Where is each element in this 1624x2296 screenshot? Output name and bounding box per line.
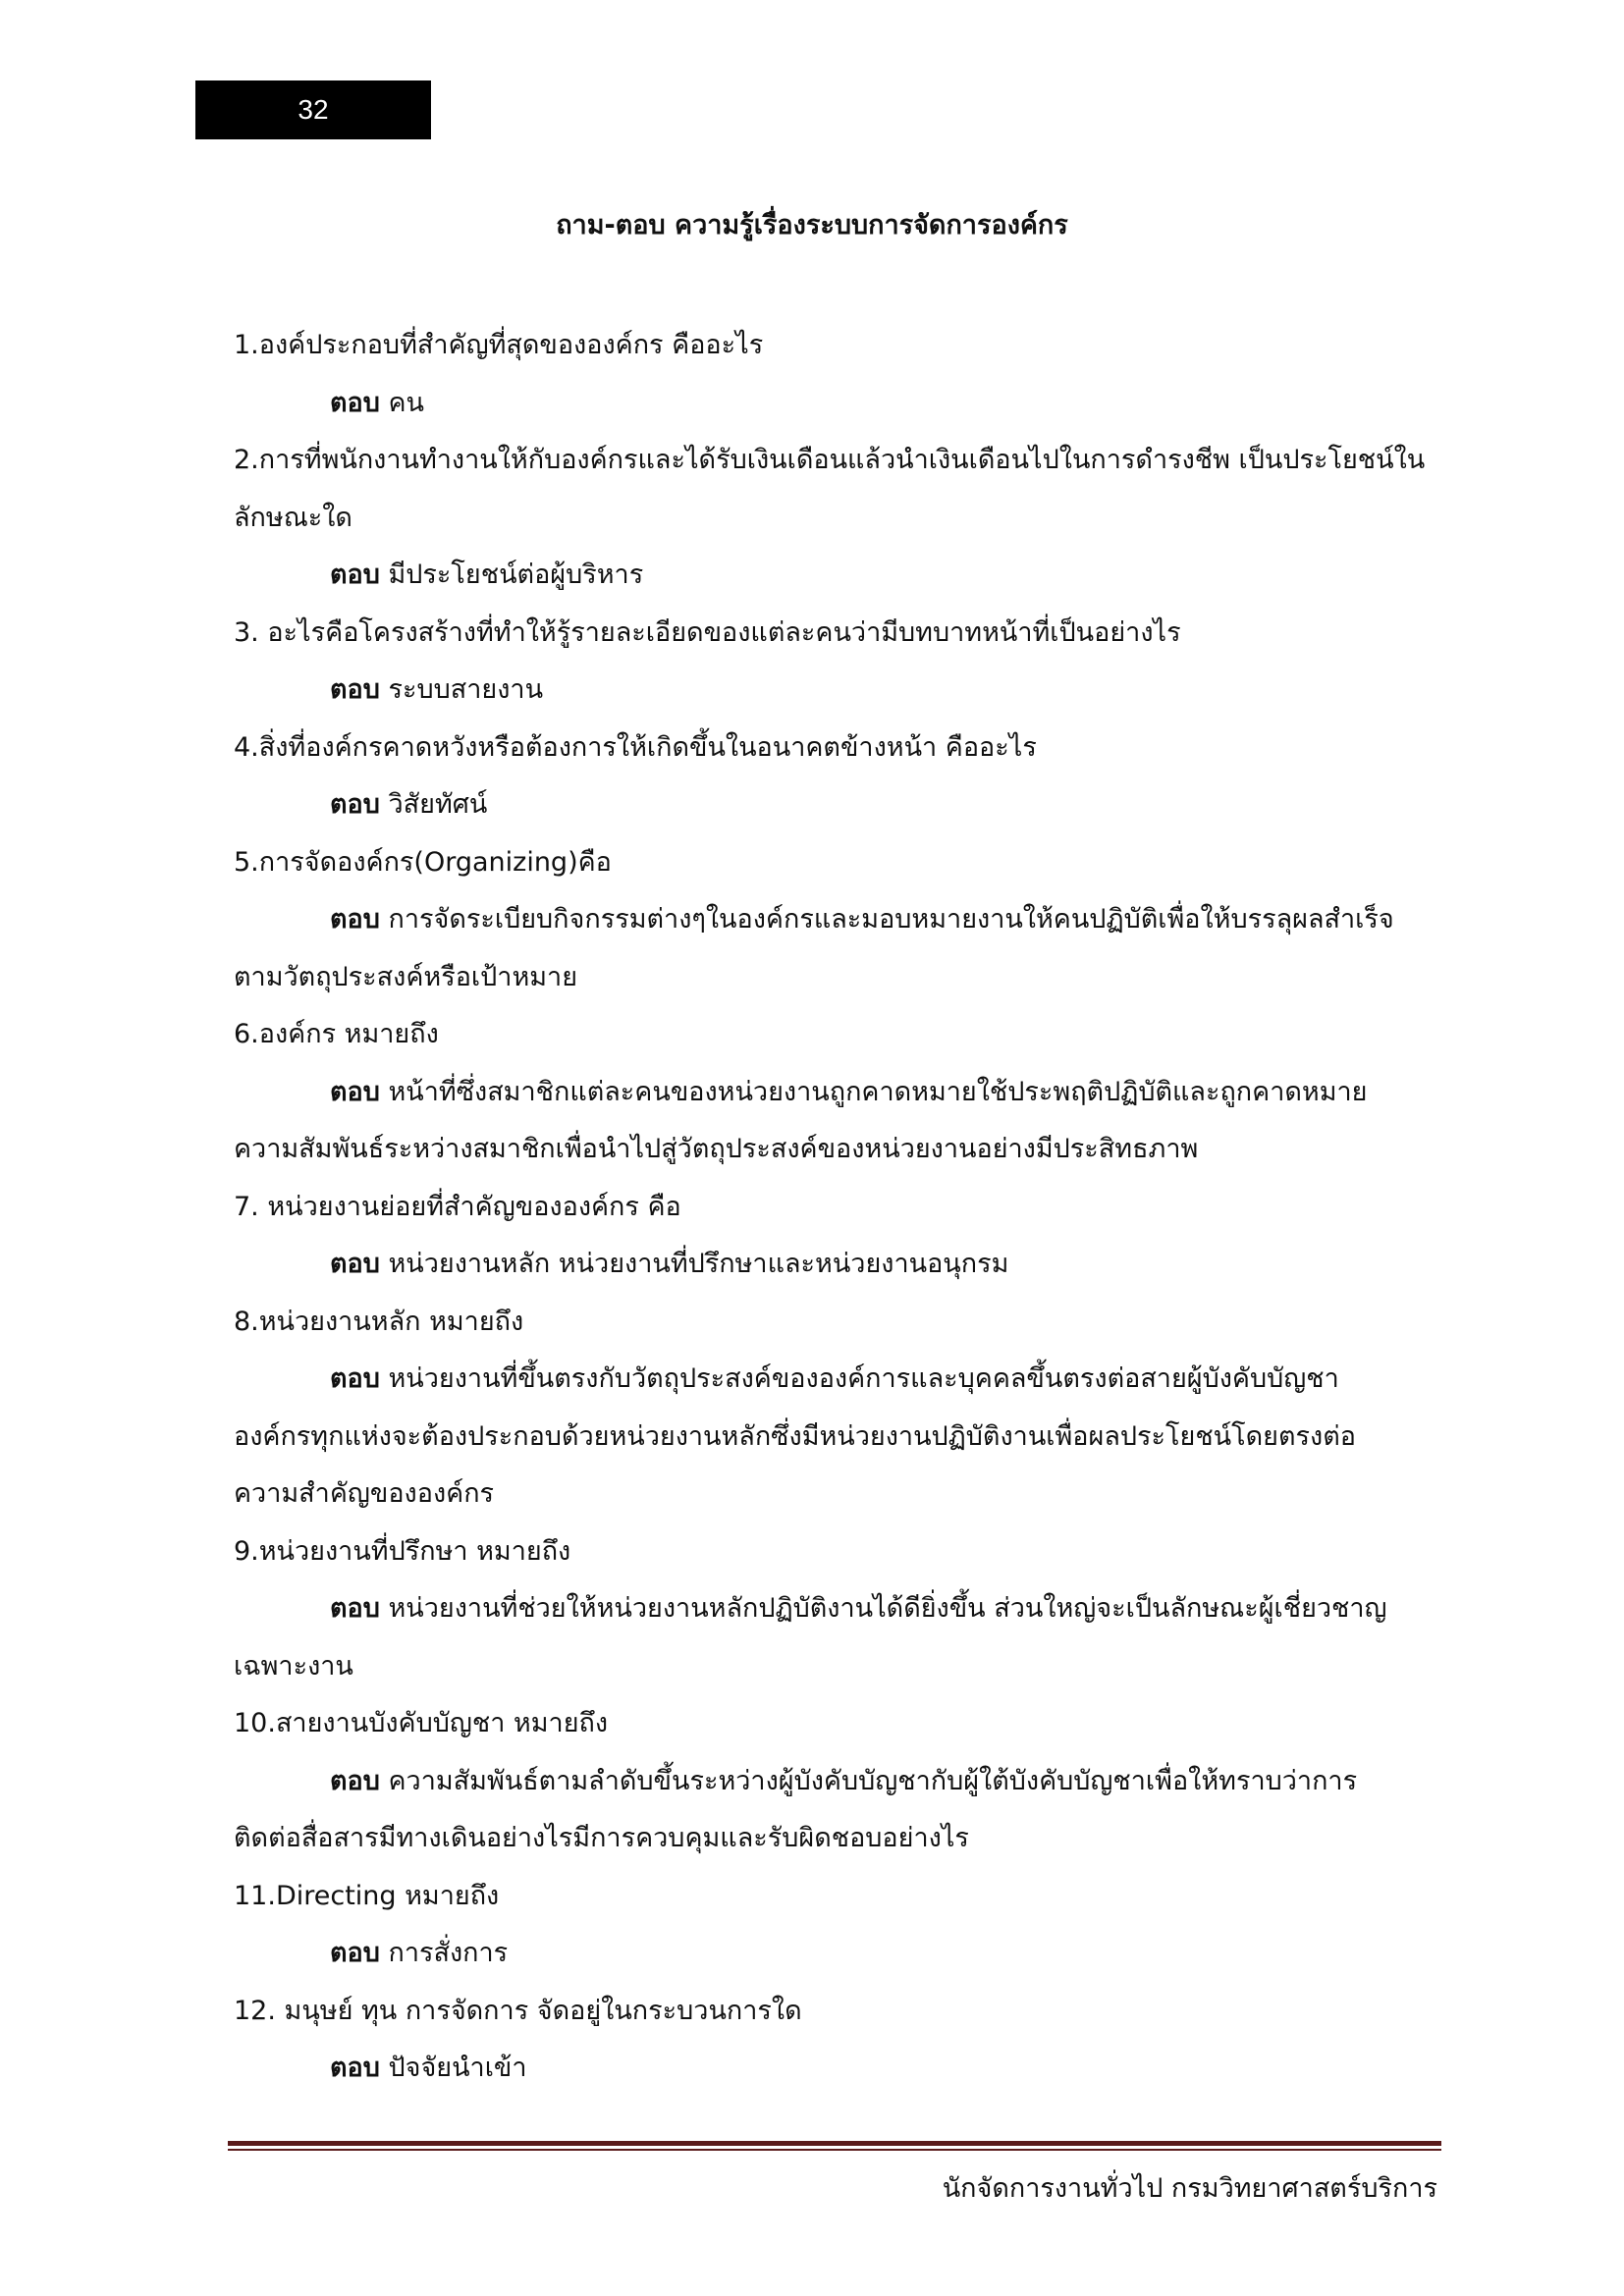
answer-label: ตอบ (330, 1076, 380, 1107)
question-line: 5.การจัดองค์กร(Organizing)คือ (234, 846, 612, 878)
question-line: ลักษณะใด (234, 502, 352, 533)
question-line: 8.หน่วยงานหลัก หมายถึง (234, 1306, 524, 1337)
answer-text: หน่วยงานที่ช่วยให้หน่วยงานหลักปฏิบัติงานได้ดียิ่งขึ้น ส่วนใหญ่จะเป็นลักษณะผู้เชี่ยวชาญ (388, 1593, 1387, 1624)
answer-line (234, 2040, 1451, 2098)
question-line: 9.หน่วยงานที่ปรึกษา หมายถึง (234, 1535, 571, 1567)
question-line: 12. มนุษย์ ทุน การจัดการ จัดอยู่ในกระบวนการใด (234, 1995, 802, 2026)
answer-text: วิสัยทัศน์ (388, 789, 488, 820)
answer-continuation: เฉพาะงาน (234, 1650, 353, 1682)
answer-text: หน่วยงานที่ขึ้นตรงกับวัตถุประสงค์ขององค์การและบุคคลขึ้นตรงต่อสายผู้บังคับบัญชา (388, 1363, 1339, 1394)
footer-rule-thin (228, 2149, 1441, 2151)
answer-label: ตอบ (330, 1938, 380, 1968)
answer-text: ความสัมพันธ์ตามลำดับขึ้นระหว่างผู้บังคับบัญชากับผู้ใต้บังคับบัญชาเพื่อให้ทราบว่าการ (388, 1765, 1358, 1796)
answer-continuation: ติดต่อสื่อสารมีทางเดินอย่างไรมีการควบคุมและรับผิดชอบอย่างไร (234, 1823, 969, 1853)
question-line: 10.สายงานบังคับบัญชา หมายถึง (234, 1708, 609, 1738)
answer-continuation: ความสำคัญขององค์กร (234, 1478, 495, 1509)
answer-line (234, 1925, 1451, 1983)
answer-line (234, 776, 1451, 834)
answer-label: ตอบ (330, 1765, 380, 1796)
answer-line (234, 1064, 1451, 1122)
question-line: 11.Directing หมายถึง (234, 1880, 500, 1911)
answer-text: มีประโยชน์ต่อผู้บริหาร (388, 560, 644, 590)
question-line: 1.องค์ประกอบที่สำคัญที่สุดขององค์กร คืออะไร (234, 330, 764, 360)
page-number: 32 (195, 80, 431, 139)
qa-list (234, 317, 1451, 2098)
answer-label: ตอบ (330, 674, 380, 705)
answer-label: ตอบ (330, 789, 380, 820)
footer-text: นักจัดการงานทั่วไป กรมวิทยาศาสตร์บริการ (942, 2173, 1437, 2204)
answer-text: หน้าที่ซึ่งสมาชิกแต่ละคนของหน่วยงานถูกคาดหมายใช้ประพฤติปฏิบัติและถูกคาดหมาย (388, 1076, 1368, 1107)
answer-continuation: ตามวัตถุประสงค์หรือเป้าหมาย (234, 961, 578, 992)
answer-text: การสั่งการ (388, 1938, 509, 1968)
answer-continuation: องค์กรทุกแห่งจะต้องประกอบด้วยหน่วยงานหลักซึ่งมีหน่วยงานปฏิบัติงานเพื่อผลประโยชน์โดยตรงต่อ (234, 1420, 1356, 1452)
question-line: 6.องค์กร หมายถึง (234, 1019, 439, 1049)
answer-line (234, 547, 1451, 605)
answer-line (234, 1236, 1451, 1294)
answer-label: ตอบ (330, 904, 380, 934)
answer-label: ตอบ (330, 560, 380, 590)
question-line: 7. หน่วยงานย่อยที่สำคัญขององค์กร คือ (234, 1191, 681, 1222)
document-title: ถาม-ตอบ ความรู้เรื่องระบบการจัดการองค์กร (556, 210, 1068, 240)
answer-line (234, 1580, 1451, 1638)
answer-label: ตอบ (330, 1249, 380, 1279)
answer-label: ตอบ (330, 387, 380, 418)
question-line: 4.สิ่งที่องค์กรคาดหวังหรือต้องการให้เกิดขึ้นในอนาคตข้างหน้า คืออะไร (234, 731, 1037, 763)
answer-text: การจัดระเบียบกิจกรรมต่างๆในองค์กรและมอบหมายงานให้คนปฏิบัติเพื่อให้บรรลุผลสำเร็จ (388, 904, 1394, 934)
answer-line (234, 662, 1451, 720)
answer-line (234, 1351, 1451, 1409)
answer-label: ตอบ (330, 1593, 380, 1624)
answer-line (234, 1753, 1451, 1811)
answer-label: ตอบ (330, 2053, 380, 2083)
question-line: 3. อะไรคือโครงสร้างที่ทำให้รู้รายละเอียดของแต่ละคนว่ามีบทบาทหน้าที่เป็นอย่างไร (234, 616, 1181, 648)
answer-line (234, 375, 1451, 433)
answer-line (234, 891, 1451, 949)
answer-text: คน (388, 387, 425, 418)
answer-text: หน่วยงานหลัก หน่วยงานที่ปรึกษาและหน่วยงานอนุกรม (388, 1249, 1009, 1279)
answer-text: ระบบสายงาน (388, 674, 544, 705)
question-line: 2.การที่พนักงานทำงานให้กับองค์กรและได้รับเงินเดือนแล้วนำเงินเดือนไปในการดำรงชีพ เป็นประโยชน์ใน (234, 445, 1426, 475)
answer-text: ปัจจัยนำเข้า (388, 2053, 527, 2083)
answer-continuation: ความสัมพันธ์ระหว่างสมาชิกเพื่อนำไปสู่วัตถุประสงค์ของหน่วยงานอย่างมีประสิทธภาพ (234, 1134, 1199, 1164)
footer-rule (228, 2141, 1441, 2146)
answer-label: ตอบ (330, 1363, 380, 1394)
